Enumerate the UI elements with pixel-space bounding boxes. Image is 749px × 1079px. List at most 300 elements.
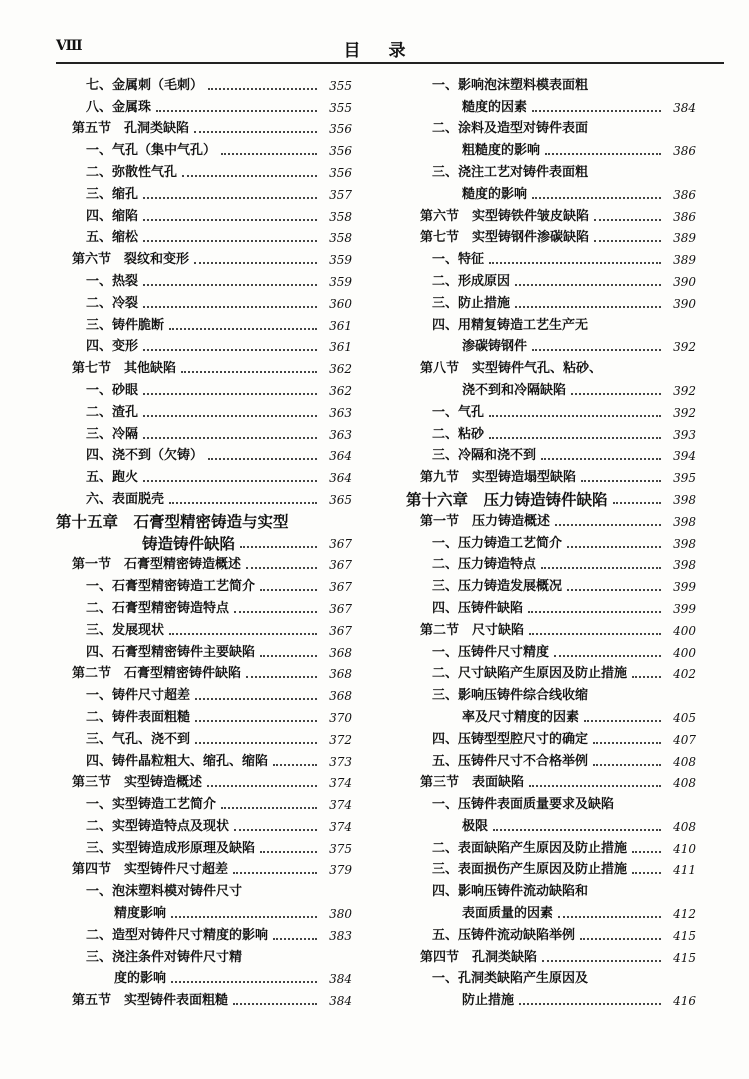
dot-leader bbox=[233, 872, 317, 874]
dot-leader bbox=[594, 219, 661, 221]
toc-page-number: 399 bbox=[673, 580, 696, 595]
toc-page-number: 384 bbox=[329, 972, 352, 987]
toc-entry-title: 粗糙度的影响 bbox=[462, 143, 541, 159]
toc-entry bbox=[406, 159, 696, 181]
toc-entry bbox=[406, 900, 696, 922]
toc-page-number: 390 bbox=[673, 296, 696, 311]
toc-entry bbox=[56, 966, 352, 988]
dot-leader bbox=[195, 742, 317, 744]
toc-entry bbox=[406, 617, 696, 639]
toc-page-number: 386 bbox=[673, 144, 696, 159]
toc-page-number: 393 bbox=[673, 427, 696, 442]
toc-entry bbox=[56, 595, 352, 617]
toc-entry-title: 三、铸件脆断 bbox=[86, 317, 165, 333]
dot-leader bbox=[554, 655, 661, 657]
toc-entry bbox=[406, 203, 696, 225]
dot-leader bbox=[532, 110, 661, 112]
toc-page-number: 356 bbox=[329, 144, 352, 159]
toc-page-number: 363 bbox=[329, 427, 352, 442]
toc-entry bbox=[56, 900, 352, 922]
toc-entry-title: 一、热裂 bbox=[86, 273, 139, 289]
toc-entry bbox=[56, 246, 352, 268]
dot-leader bbox=[143, 415, 317, 417]
dot-leader bbox=[171, 981, 317, 983]
toc-entry-title: 一、孔洞类缺陷产生原因及 bbox=[432, 971, 589, 987]
toc-entry-title: 三、气孔、浇不到 bbox=[86, 731, 191, 747]
toc-entry-title: 二、表面缺陷产生原因及防止措施 bbox=[432, 840, 628, 856]
toc-entry-title: 浇不到和冷隔缺陷 bbox=[462, 382, 567, 398]
toc-entry bbox=[56, 312, 352, 334]
toc-entry-title: 三、浇注工艺对铸件表面粗 bbox=[432, 164, 589, 180]
toc-page-number: 368 bbox=[329, 689, 352, 704]
toc-entry bbox=[406, 181, 696, 203]
toc-entry bbox=[56, 944, 352, 966]
toc-entry-title: 第六节 实型铸铁件皱皮缺陷 bbox=[420, 208, 590, 224]
toc-entry bbox=[406, 552, 696, 574]
toc-page-number: 412 bbox=[673, 907, 696, 922]
toc-page-number: 368 bbox=[329, 667, 352, 682]
toc-page-number: 358 bbox=[329, 209, 352, 224]
toc-entry-title: 三、实型铸造成形原理及缺陷 bbox=[86, 840, 256, 856]
toc-entry bbox=[406, 878, 696, 900]
dot-leader bbox=[584, 720, 661, 722]
toc-page-number: 386 bbox=[673, 187, 696, 202]
toc-entry-title: 四、石膏型精密铸件主要缺陷 bbox=[86, 644, 256, 660]
toc-entry-title: 一、石膏型精密铸造工艺简介 bbox=[86, 579, 256, 595]
toc-entry bbox=[406, 573, 696, 595]
toc-entry-title: 四、缩陷 bbox=[86, 208, 139, 224]
toc-page-number: 355 bbox=[329, 78, 352, 93]
toc-entry-title: 第二节 石膏型精密铸件缺陷 bbox=[72, 666, 242, 682]
dot-leader bbox=[515, 284, 661, 286]
toc-page-number: 367 bbox=[329, 601, 352, 616]
toc-page-number: 364 bbox=[329, 449, 352, 464]
toc-entry-title: 四、压铸件缺陷 bbox=[432, 600, 524, 616]
toc-page-number: 383 bbox=[329, 928, 352, 943]
toc-entry-title: 三、浇注条件对铸件尺寸精 bbox=[86, 949, 243, 965]
toc-entry-title: 一、泡沫塑料模对铸件尺寸 bbox=[86, 884, 243, 900]
toc-page-number: 375 bbox=[329, 841, 352, 856]
toc-entry bbox=[406, 290, 696, 312]
dot-leader bbox=[246, 676, 317, 678]
dot-leader bbox=[143, 284, 317, 286]
toc-page-number: 374 bbox=[329, 776, 352, 791]
toc-entry bbox=[406, 486, 696, 508]
toc-page-number: 411 bbox=[673, 863, 696, 878]
dot-leader bbox=[489, 415, 661, 417]
toc-page-number: 379 bbox=[329, 863, 352, 878]
dot-leader bbox=[489, 262, 661, 264]
dot-leader bbox=[234, 829, 317, 831]
toc-entry bbox=[56, 486, 352, 508]
dot-leader bbox=[593, 742, 661, 744]
toc-entry-title: 第三节 表面缺陷 bbox=[420, 775, 525, 791]
toc-entry bbox=[406, 661, 696, 683]
dot-leader bbox=[207, 785, 317, 787]
toc-page-number: 367 bbox=[329, 558, 352, 573]
dot-leader bbox=[221, 153, 317, 155]
toc-entry bbox=[56, 399, 352, 421]
toc-entry-title: 防止措施 bbox=[462, 993, 515, 1009]
toc-entry-title: 二、粘砂 bbox=[432, 426, 485, 442]
dot-leader bbox=[195, 720, 317, 722]
toc-entry-title: 四、用精复铸造工艺生产无 bbox=[432, 317, 589, 333]
toc-page-number: 392 bbox=[673, 340, 696, 355]
toc-entry bbox=[56, 116, 352, 138]
toc-entry bbox=[406, 464, 696, 486]
toc-entry-title: 铸造铸件缺陷 bbox=[142, 533, 236, 553]
toc-entry bbox=[406, 595, 696, 617]
toc-entry-title: 五、压铸件尺寸不合格举例 bbox=[432, 753, 589, 769]
toc-entry-title: 第一节 石膏型精密铸造概述 bbox=[72, 557, 242, 573]
toc-entry bbox=[56, 878, 352, 900]
toc-entry-title: 五、缩松 bbox=[86, 230, 139, 246]
toc-left-column bbox=[56, 72, 352, 1009]
toc-entry bbox=[406, 377, 696, 399]
toc-page-number: 394 bbox=[673, 449, 696, 464]
dot-leader bbox=[273, 938, 317, 940]
toc-page-number: 384 bbox=[329, 994, 352, 1009]
toc-entry bbox=[56, 987, 352, 1009]
toc-page-number: 384 bbox=[673, 100, 696, 115]
toc-entry bbox=[56, 748, 352, 770]
toc-entry bbox=[56, 355, 352, 377]
toc-entry-title: 一、压铸件表面质量要求及缺陷 bbox=[432, 797, 615, 813]
title-char-2: 录 bbox=[388, 41, 406, 61]
toc-entry-title: 二、渣孔 bbox=[86, 404, 139, 420]
toc-entry bbox=[406, 944, 696, 966]
dot-leader bbox=[489, 437, 661, 439]
dot-leader bbox=[169, 328, 317, 330]
toc-page-number: 408 bbox=[673, 819, 696, 834]
toc-page-number: 410 bbox=[673, 841, 696, 856]
toc-page-number: 392 bbox=[673, 405, 696, 420]
toc-entry bbox=[56, 617, 352, 639]
toc-entry bbox=[56, 203, 352, 225]
toc-entry-title: 一、气孔（集中气孔） bbox=[86, 143, 217, 159]
toc-entry bbox=[406, 726, 696, 748]
toc-entry bbox=[406, 137, 696, 159]
toc-page-number: 392 bbox=[673, 383, 696, 398]
toc-entry bbox=[56, 72, 352, 94]
toc-entry bbox=[406, 857, 696, 879]
toc-entry-title: 一、影响泡沫塑料模表面粗 bbox=[432, 77, 589, 93]
toc-entry bbox=[406, 922, 696, 944]
dot-leader bbox=[580, 938, 661, 940]
toc-entry bbox=[406, 748, 696, 770]
toc-page-number: 373 bbox=[329, 754, 352, 769]
toc-page-number: 390 bbox=[673, 274, 696, 289]
toc-entry-title: 第四节 实型铸件尺寸超差 bbox=[72, 862, 229, 878]
toc-entry-title: 一、压铸件尺寸精度 bbox=[432, 644, 550, 660]
toc-entry-title: 六、表面脱壳 bbox=[86, 491, 165, 507]
toc-page-number: 386 bbox=[673, 209, 696, 224]
dot-leader bbox=[528, 611, 661, 613]
toc-entry bbox=[56, 290, 352, 312]
toc-entry bbox=[406, 987, 696, 1009]
toc-entry-title: 二、石膏型精密铸造特点 bbox=[86, 600, 230, 616]
toc-entry bbox=[56, 573, 352, 595]
toc-entry bbox=[56, 464, 352, 486]
dot-leader bbox=[169, 502, 317, 504]
toc-entry bbox=[406, 443, 696, 465]
dot-leader bbox=[632, 851, 661, 853]
toc-entry bbox=[406, 530, 696, 552]
dot-leader bbox=[632, 676, 661, 678]
dot-leader bbox=[234, 611, 317, 613]
dot-leader bbox=[613, 502, 661, 504]
dot-leader bbox=[143, 219, 317, 221]
toc-entry bbox=[406, 268, 696, 290]
toc-page-number: 367 bbox=[329, 536, 352, 551]
toc-entry bbox=[406, 421, 696, 443]
dot-leader bbox=[208, 88, 317, 90]
toc-entry-title: 一、气孔 bbox=[432, 404, 485, 420]
toc-entry-title: 第六节 裂纹和变形 bbox=[72, 252, 190, 268]
toc-entry bbox=[406, 770, 696, 792]
toc-entry-title: 二、实型铸造特点及现状 bbox=[86, 818, 230, 834]
toc-entry bbox=[406, 355, 696, 377]
toc-page-number: 362 bbox=[329, 383, 352, 398]
dot-leader bbox=[541, 567, 661, 569]
toc-entry bbox=[56, 94, 352, 116]
toc-page-number: 361 bbox=[329, 340, 352, 355]
toc-entry-title: 二、铸件表面粗糙 bbox=[86, 709, 191, 725]
dot-leader bbox=[593, 764, 661, 766]
toc-entry-title: 一、铸件尺寸超差 bbox=[86, 688, 191, 704]
toc-page-number: 359 bbox=[329, 274, 352, 289]
toc-entry-title: 三、缩孔 bbox=[86, 186, 139, 202]
toc-page-number: 408 bbox=[673, 754, 696, 769]
dot-leader bbox=[143, 197, 317, 199]
dot-leader bbox=[194, 131, 317, 133]
dot-leader bbox=[581, 480, 661, 482]
toc-page-number: 399 bbox=[673, 601, 696, 616]
dot-leader bbox=[246, 567, 317, 569]
toc-page-number: 360 bbox=[329, 296, 352, 311]
toc-entry bbox=[56, 726, 352, 748]
dot-leader bbox=[567, 589, 661, 591]
toc-entry bbox=[56, 181, 352, 203]
toc-entry bbox=[56, 377, 352, 399]
dot-leader bbox=[519, 1003, 661, 1005]
toc-page-number: 356 bbox=[329, 165, 352, 180]
dot-leader bbox=[529, 633, 661, 635]
toc-page-number: 398 bbox=[673, 558, 696, 573]
toc-entry bbox=[406, 94, 696, 116]
toc-entry bbox=[56, 421, 352, 443]
toc-entry bbox=[406, 399, 696, 421]
toc-entry bbox=[406, 225, 696, 247]
dot-leader bbox=[532, 197, 661, 199]
dot-leader bbox=[545, 153, 661, 155]
toc-page-number: 400 bbox=[673, 623, 696, 638]
toc-entry-title: 率及尺寸精度的因素 bbox=[462, 709, 580, 725]
toc-entry-title: 三、冷隔 bbox=[86, 426, 139, 442]
toc-entry bbox=[56, 443, 352, 465]
dot-leader bbox=[143, 437, 317, 439]
toc-entry-title: 精度影响 bbox=[114, 906, 167, 922]
dot-leader bbox=[542, 960, 661, 962]
toc-entry bbox=[56, 835, 352, 857]
toc-entry bbox=[56, 137, 352, 159]
dot-leader bbox=[493, 829, 661, 831]
toc-entry-title: 三、表面损伤产生原因及防止措施 bbox=[432, 862, 628, 878]
toc-entry bbox=[56, 791, 352, 813]
toc-entry-title: 第五节 实型铸件表面粗糙 bbox=[72, 993, 229, 1009]
toc-page-number: 368 bbox=[329, 645, 352, 660]
dot-leader bbox=[169, 633, 317, 635]
toc-entry bbox=[56, 639, 352, 661]
toc-page-number: 395 bbox=[673, 471, 696, 486]
toc-page-number: 389 bbox=[673, 253, 696, 268]
toc-entry-title: 四、压铸型型腔尺寸的确定 bbox=[432, 731, 589, 747]
toc-entry-title: 三、防止措施 bbox=[432, 295, 511, 311]
toc-entry bbox=[406, 116, 696, 138]
header-rule bbox=[56, 62, 724, 64]
toc-entry bbox=[406, 791, 696, 813]
toc-page-number: 398 bbox=[673, 514, 696, 529]
toc-entry-title: 七、金属刺（毛刺） bbox=[86, 77, 204, 93]
toc-entry bbox=[406, 704, 696, 726]
toc-page-number: 370 bbox=[329, 710, 352, 725]
dot-leader bbox=[221, 807, 317, 809]
toc-page-number: 407 bbox=[673, 732, 696, 747]
toc-entry bbox=[406, 639, 696, 661]
toc-page-number: 380 bbox=[329, 907, 352, 922]
toc-entry bbox=[56, 225, 352, 247]
toc-entry bbox=[56, 508, 352, 530]
toc-page-number: 359 bbox=[329, 253, 352, 268]
toc-entry bbox=[56, 159, 352, 181]
toc-page-number: 400 bbox=[673, 645, 696, 660]
toc-page-number: 367 bbox=[329, 580, 352, 595]
toc-entry-title: 第十五章 石膏型精密铸造与实型 bbox=[56, 511, 289, 531]
toc-entry-title: 三、影响压铸件综合线收缩 bbox=[432, 688, 589, 704]
toc-page-number: 402 bbox=[673, 667, 696, 682]
toc-page-number: 374 bbox=[329, 819, 352, 834]
toc-entry-title: 二、冷裂 bbox=[86, 295, 139, 311]
toc-page-number: 372 bbox=[329, 732, 352, 747]
toc-page-number: 356 bbox=[329, 122, 352, 137]
dot-leader bbox=[260, 851, 317, 853]
dot-leader bbox=[594, 240, 661, 242]
dot-leader bbox=[240, 546, 317, 548]
toc-entry bbox=[56, 770, 352, 792]
dot-leader bbox=[156, 110, 317, 112]
toc-entry bbox=[56, 922, 352, 944]
toc-entry-title: 第四节 孔洞类缺陷 bbox=[420, 949, 538, 965]
toc-entry-title: 第二节 尺寸缺陷 bbox=[420, 622, 525, 638]
toc-page-number: 416 bbox=[673, 994, 696, 1009]
dot-leader bbox=[233, 1003, 317, 1005]
toc-entry-title: 第十六章 压力铸造铸件缺陷 bbox=[406, 489, 608, 509]
toc-entry-title: 三、发展现状 bbox=[86, 622, 165, 638]
dot-leader bbox=[515, 306, 661, 308]
dot-leader bbox=[143, 306, 317, 308]
toc-entry bbox=[406, 508, 696, 530]
toc-entry bbox=[406, 312, 696, 334]
toc-entry-title: 度的影响 bbox=[114, 971, 167, 987]
dot-leader bbox=[555, 524, 661, 526]
toc-entry-title: 第五节 孔洞类缺陷 bbox=[72, 121, 190, 137]
toc-entry bbox=[56, 704, 352, 726]
dot-leader bbox=[208, 458, 317, 460]
page-title bbox=[0, 36, 749, 61]
page-number-label: Ⅷ bbox=[56, 38, 84, 54]
toc-entry bbox=[406, 813, 696, 835]
toc-page-number: 358 bbox=[329, 231, 352, 246]
dot-leader bbox=[143, 480, 317, 482]
toc-entry bbox=[406, 72, 696, 94]
dot-leader bbox=[143, 349, 317, 351]
toc-entry-title: 五、压铸件流动缺陷举例 bbox=[432, 927, 576, 943]
toc-page-number: 362 bbox=[329, 362, 352, 377]
toc-page-number: 405 bbox=[673, 710, 696, 725]
dot-leader bbox=[171, 916, 317, 918]
dot-leader bbox=[194, 262, 317, 264]
dot-leader bbox=[567, 546, 661, 548]
toc-entry-title: 第八节 实型铸件气孔、粘砂、 bbox=[420, 361, 603, 377]
toc-entry-title: 表面质量的因素 bbox=[462, 906, 554, 922]
dot-leader bbox=[273, 764, 317, 766]
toc-entry-title: 第九节 实型铸造塌型缺陷 bbox=[420, 470, 577, 486]
toc-entry-title: 四、影响压铸件流动缺陷和 bbox=[432, 884, 589, 900]
toc-entry-title: 二、涂料及造型对铸件表面 bbox=[432, 121, 589, 137]
toc-entry-title: 第七节 实型铸钢件渗碳缺陷 bbox=[420, 230, 590, 246]
dot-leader bbox=[143, 240, 317, 242]
dot-leader bbox=[181, 371, 317, 373]
toc-entry-title: 一、砂眼 bbox=[86, 382, 139, 398]
toc-page-number: 415 bbox=[673, 950, 696, 965]
toc-entry bbox=[406, 246, 696, 268]
toc-entry bbox=[406, 334, 696, 356]
toc-entry-title: 渗碳铸钢件 bbox=[462, 339, 528, 355]
toc-entry bbox=[56, 530, 352, 552]
toc-entry-title: 四、变形 bbox=[86, 339, 139, 355]
dot-leader bbox=[632, 872, 661, 874]
toc-entry-title: 第三节 实型铸造概述 bbox=[72, 775, 203, 791]
toc-entry bbox=[56, 334, 352, 356]
toc-entry-title: 糙度的因素 bbox=[462, 99, 528, 115]
toc-entry bbox=[56, 857, 352, 879]
dot-leader bbox=[571, 393, 661, 395]
toc-entry bbox=[406, 682, 696, 704]
toc-page-number: 374 bbox=[329, 798, 352, 813]
toc-entry bbox=[56, 268, 352, 290]
toc-page-number: 398 bbox=[673, 536, 696, 551]
toc-entry-title: 二、形成原因 bbox=[432, 273, 511, 289]
toc-page-number: 363 bbox=[329, 405, 352, 420]
dot-leader bbox=[260, 655, 317, 657]
toc-page-number: 365 bbox=[329, 492, 352, 507]
toc-entry-title: 二、造型对铸件尺寸精度的影响 bbox=[86, 927, 269, 943]
toc-page-number: 389 bbox=[673, 231, 696, 246]
toc-entry-title: 一、特征 bbox=[432, 252, 485, 268]
toc-entry-title: 极限 bbox=[462, 818, 489, 834]
toc-entry-title: 一、压力铸造工艺简介 bbox=[432, 535, 563, 551]
toc-entry-title: 四、铸件晶粒粗大、缩孔、缩陷 bbox=[86, 753, 269, 769]
toc-page-number: 361 bbox=[329, 318, 352, 333]
toc-page-number: 408 bbox=[673, 776, 696, 791]
toc-entry-title: 四、浇不到（欠铸） bbox=[86, 448, 204, 464]
toc-entry-title: 第一节 压力铸造概述 bbox=[420, 513, 551, 529]
dot-leader bbox=[195, 698, 317, 700]
toc-entry-title: 二、弥散性气孔 bbox=[86, 164, 178, 180]
toc-page-number: 415 bbox=[673, 928, 696, 943]
toc-entry bbox=[406, 835, 696, 857]
toc-entry-title: 三、冷隔和浇不到 bbox=[432, 448, 537, 464]
